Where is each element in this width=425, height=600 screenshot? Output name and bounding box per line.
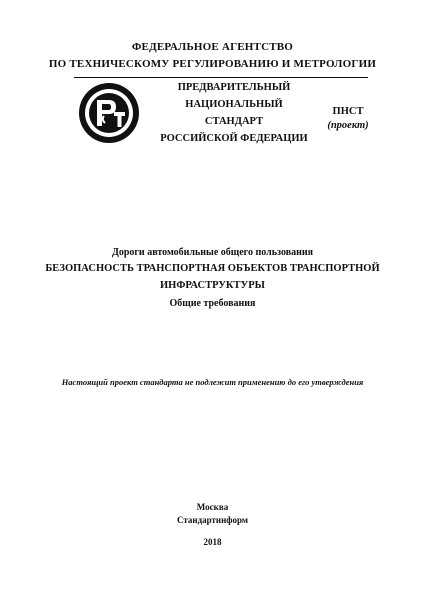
document-title-line-1: Дороги автомобильные общего пользования [111,247,314,258]
agency-line-2: ПО ТЕХНИЧЕСКОМУ РЕГУЛИРОВАНИЮ И МЕТРОЛОГИИ [48,58,377,70]
draft-label [318,120,378,131]
standard-type-line-2: НАЦИОНАЛЬНЫЙ [185,99,283,110]
publisher-name: Стандартинформ [176,515,249,525]
document-title-line-3: ИНФРАСТРУКТУРЫ [160,280,265,291]
publication-year: 2018 [203,537,222,547]
standard-type-line-1: ПРЕДВАРИТЕЛЬНЫЙ [177,82,291,93]
agency-line-1: ФЕДЕРАЛЬНОЕ АГЕНТСТВО [131,41,294,53]
standard-type-line-3: СТАНДАРТ [204,116,264,127]
draft-notice: Настоящий проект стандарта не подлежит применению до его утверждения [61,377,364,387]
publication-city: Москва [196,502,229,512]
standard-code: ПНСТ [332,106,364,117]
standard-type-line-4: РОССИЙСКОЙ ФЕДЕРАЦИИ [160,133,308,144]
header-divider [74,77,368,78]
document-title-line-2: БЕЗОПАСНОСТЬ ТРАНСПОРТНАЯ ОБЪЕКТОВ ТРАНСПОРТНОЙ [45,263,380,274]
document-subtitle: Общие требования [169,298,256,309]
rst-logo-icon [78,82,140,144]
draft-label-text: (проект) [327,120,369,131]
